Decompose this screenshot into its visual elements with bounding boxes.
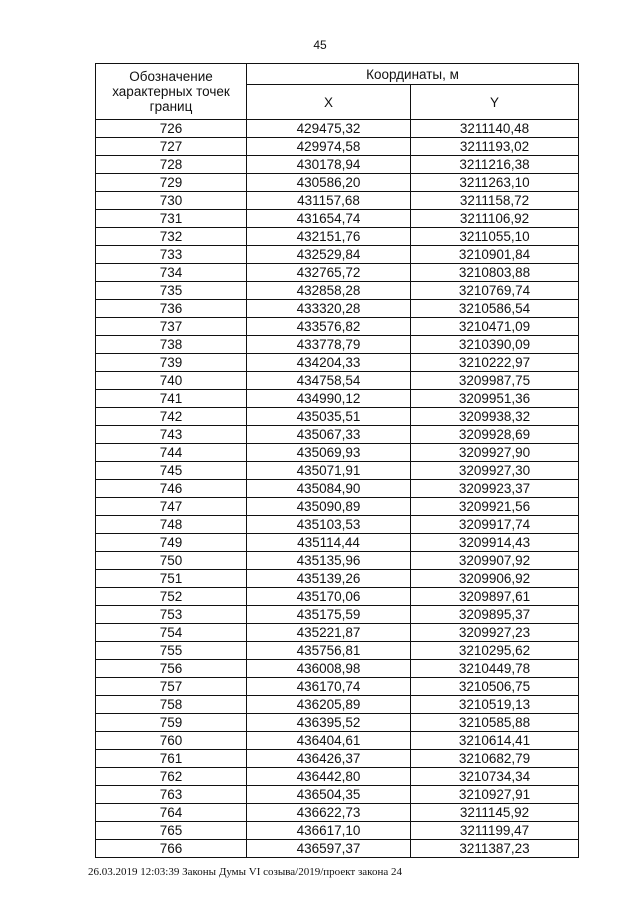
table-row bbox=[96, 480, 579, 498]
table-header bbox=[96, 64, 579, 120]
y-coordinate-cell: 3209906,92 bbox=[411, 570, 579, 588]
x-coordinate-cell: 436617,10 bbox=[247, 822, 411, 840]
point-id-cell: 741 bbox=[96, 390, 247, 408]
x-coordinate-cell: 435090,89 bbox=[247, 498, 411, 516]
x-coordinate-cell: 435069,93 bbox=[247, 444, 411, 462]
point-id-cell: 730 bbox=[96, 192, 247, 210]
table-row bbox=[96, 768, 579, 786]
point-id-cell: 728 bbox=[96, 156, 247, 174]
y-coordinate-cell: 3211140,48 bbox=[411, 120, 579, 138]
point-id-cell: 742 bbox=[96, 408, 247, 426]
table-row bbox=[96, 426, 579, 444]
y-coordinate-cell: 3210506,75 bbox=[411, 678, 579, 696]
table-row bbox=[96, 678, 579, 696]
y-coordinate-cell: 3211216,38 bbox=[411, 156, 579, 174]
point-id-cell: 746 bbox=[96, 480, 247, 498]
x-coordinate-cell: 436170,74 bbox=[247, 678, 411, 696]
y-coordinate-cell: 3210471,09 bbox=[411, 318, 579, 336]
table-row bbox=[96, 660, 579, 678]
table-row bbox=[96, 246, 579, 264]
y-coordinate-cell: 3211263,10 bbox=[411, 174, 579, 192]
y-coordinate-cell: 3210519,13 bbox=[411, 696, 579, 714]
x-coordinate-cell: 435114,44 bbox=[247, 534, 411, 552]
point-id-cell: 744 bbox=[96, 444, 247, 462]
point-id-cell: 732 bbox=[96, 228, 247, 246]
x-coordinate-cell: 433778,79 bbox=[247, 336, 411, 354]
x-coordinate-cell: 432858,28 bbox=[247, 282, 411, 300]
table-row bbox=[96, 606, 579, 624]
footer-stamp: 26.03.2019 12:03:39 Законы Думы VI созыва/2019/проект закона 24 bbox=[88, 866, 402, 878]
table-row bbox=[96, 372, 579, 390]
y-coordinate-cell: 3210614,41 bbox=[411, 732, 579, 750]
x-coordinate-cell: 434990,12 bbox=[247, 390, 411, 408]
x-coordinate-cell: 436205,89 bbox=[247, 696, 411, 714]
x-coordinate-cell: 430178,94 bbox=[247, 156, 411, 174]
table-body bbox=[96, 120, 579, 858]
point-id-cell: 752 bbox=[96, 588, 247, 606]
y-coordinate-cell: 3210734,34 bbox=[411, 768, 579, 786]
x-coordinate-cell: 432529,84 bbox=[247, 246, 411, 264]
point-id-cell: 727 bbox=[96, 138, 247, 156]
y-coordinate-cell: 3211106,92 bbox=[411, 210, 579, 228]
y-coordinate-cell: 3211145,92 bbox=[411, 804, 579, 822]
x-coordinate-cell: 435084,90 bbox=[247, 480, 411, 498]
table-row bbox=[96, 120, 579, 138]
point-id-cell: 736 bbox=[96, 300, 247, 318]
table-row bbox=[96, 354, 579, 372]
table-row bbox=[96, 732, 579, 750]
x-coordinate-cell: 432151,76 bbox=[247, 228, 411, 246]
table-row bbox=[96, 462, 579, 480]
page-number: 45 bbox=[313, 38, 327, 52]
x-coordinate-cell: 435175,59 bbox=[247, 606, 411, 624]
table-row bbox=[96, 174, 579, 192]
y-coordinate-cell: 3209921,56 bbox=[411, 498, 579, 516]
point-id-cell: 745 bbox=[96, 462, 247, 480]
table-row bbox=[96, 264, 579, 282]
x-coordinate-cell: 433320,28 bbox=[247, 300, 411, 318]
header-coordinates: Координаты, м bbox=[247, 64, 579, 85]
point-id-cell: 739 bbox=[96, 354, 247, 372]
y-coordinate-cell: 3209927,23 bbox=[411, 624, 579, 642]
x-coordinate-cell: 435103,53 bbox=[247, 516, 411, 534]
y-coordinate-cell: 3209938,32 bbox=[411, 408, 579, 426]
table-row bbox=[96, 498, 579, 516]
point-id-cell: 738 bbox=[96, 336, 247, 354]
point-id-cell: 749 bbox=[96, 534, 247, 552]
y-coordinate-cell: 3209928,69 bbox=[411, 426, 579, 444]
table-row bbox=[96, 570, 579, 588]
table-row bbox=[96, 138, 579, 156]
y-coordinate-cell: 3209927,30 bbox=[411, 462, 579, 480]
point-id-cell: 756 bbox=[96, 660, 247, 678]
x-coordinate-cell: 436597,37 bbox=[247, 840, 411, 858]
y-coordinate-cell: 3210295,62 bbox=[411, 642, 579, 660]
y-coordinate-cell: 3210449,78 bbox=[411, 660, 579, 678]
x-coordinate-cell: 431654,74 bbox=[247, 210, 411, 228]
table-row bbox=[96, 804, 579, 822]
x-coordinate-cell: 436504,35 bbox=[247, 786, 411, 804]
x-coordinate-cell: 431157,68 bbox=[247, 192, 411, 210]
x-coordinate-cell: 433576,82 bbox=[247, 318, 411, 336]
x-coordinate-cell: 435035,51 bbox=[247, 408, 411, 426]
table-row bbox=[96, 408, 579, 426]
table-row bbox=[96, 444, 579, 462]
table-row bbox=[96, 750, 579, 768]
point-id-cell: 762 bbox=[96, 768, 247, 786]
table-row bbox=[96, 300, 579, 318]
x-coordinate-cell: 435139,26 bbox=[247, 570, 411, 588]
x-coordinate-cell: 436395,52 bbox=[247, 714, 411, 732]
table-row bbox=[96, 336, 579, 354]
y-coordinate-cell: 3209907,92 bbox=[411, 552, 579, 570]
x-coordinate-cell: 430586,20 bbox=[247, 174, 411, 192]
table-row bbox=[96, 624, 579, 642]
x-coordinate-cell: 436426,37 bbox=[247, 750, 411, 768]
point-id-cell: 754 bbox=[96, 624, 247, 642]
point-id-cell: 734 bbox=[96, 264, 247, 282]
y-coordinate-cell: 3210390,09 bbox=[411, 336, 579, 354]
point-id-cell: 737 bbox=[96, 318, 247, 336]
x-coordinate-cell: 432765,72 bbox=[247, 264, 411, 282]
point-id-cell: 748 bbox=[96, 516, 247, 534]
x-coordinate-cell: 436622,73 bbox=[247, 804, 411, 822]
point-id-cell: 757 bbox=[96, 678, 247, 696]
point-id-cell: 733 bbox=[96, 246, 247, 264]
x-coordinate-cell: 436008,98 bbox=[247, 660, 411, 678]
point-id-cell: 726 bbox=[96, 120, 247, 138]
point-id-cell: 766 bbox=[96, 840, 247, 858]
y-coordinate-cell: 3209927,90 bbox=[411, 444, 579, 462]
point-id-cell: 751 bbox=[96, 570, 247, 588]
y-coordinate-cell: 3211193,02 bbox=[411, 138, 579, 156]
x-coordinate-cell: 429475,32 bbox=[247, 120, 411, 138]
x-coordinate-cell: 435170,06 bbox=[247, 588, 411, 606]
table-row bbox=[96, 210, 579, 228]
x-coordinate-cell: 436404,61 bbox=[247, 732, 411, 750]
x-coordinate-cell: 429974,58 bbox=[247, 138, 411, 156]
y-coordinate-cell: 3210586,54 bbox=[411, 300, 579, 318]
point-id-cell: 764 bbox=[96, 804, 247, 822]
table-row bbox=[96, 228, 579, 246]
point-id-cell: 729 bbox=[96, 174, 247, 192]
table-row bbox=[96, 696, 579, 714]
point-id-cell: 735 bbox=[96, 282, 247, 300]
table-row bbox=[96, 534, 579, 552]
y-coordinate-cell: 3209914,43 bbox=[411, 534, 579, 552]
header-x: X bbox=[247, 85, 411, 120]
table-row bbox=[96, 840, 579, 858]
y-coordinate-cell: 3211387,23 bbox=[411, 840, 579, 858]
table-row bbox=[96, 318, 579, 336]
x-coordinate-cell: 435135,96 bbox=[247, 552, 411, 570]
point-id-cell: 761 bbox=[96, 750, 247, 768]
x-coordinate-cell: 435067,33 bbox=[247, 426, 411, 444]
point-id-cell: 750 bbox=[96, 552, 247, 570]
point-id-cell: 765 bbox=[96, 822, 247, 840]
table-row bbox=[96, 588, 579, 606]
point-id-cell: 740 bbox=[96, 372, 247, 390]
table-row bbox=[96, 786, 579, 804]
y-coordinate-cell: 3210901,84 bbox=[411, 246, 579, 264]
y-coordinate-cell: 3211055,10 bbox=[411, 228, 579, 246]
point-id-cell: 747 bbox=[96, 498, 247, 516]
y-coordinate-cell: 3211158,72 bbox=[411, 192, 579, 210]
y-coordinate-cell: 3210769,74 bbox=[411, 282, 579, 300]
x-coordinate-cell: 435071,91 bbox=[247, 462, 411, 480]
header-designation: Обозначение характерных точек границ bbox=[96, 64, 247, 120]
point-id-cell: 759 bbox=[96, 714, 247, 732]
point-id-cell: 760 bbox=[96, 732, 247, 750]
x-coordinate-cell: 435756,81 bbox=[247, 642, 411, 660]
table-row bbox=[96, 156, 579, 174]
x-coordinate-cell: 435221,87 bbox=[247, 624, 411, 642]
table-row bbox=[96, 714, 579, 732]
x-coordinate-cell: 436442,80 bbox=[247, 768, 411, 786]
table-row bbox=[96, 642, 579, 660]
point-id-cell: 755 bbox=[96, 642, 247, 660]
table-row bbox=[96, 390, 579, 408]
table-row bbox=[96, 552, 579, 570]
y-coordinate-cell: 3210585,88 bbox=[411, 714, 579, 732]
y-coordinate-cell: 3209917,74 bbox=[411, 516, 579, 534]
header-y: Y bbox=[411, 85, 579, 120]
y-coordinate-cell: 3211199,47 bbox=[411, 822, 579, 840]
table-row bbox=[96, 516, 579, 534]
point-id-cell: 753 bbox=[96, 606, 247, 624]
y-coordinate-cell: 3209897,61 bbox=[411, 588, 579, 606]
y-coordinate-cell: 3209987,75 bbox=[411, 372, 579, 390]
y-coordinate-cell: 3210682,79 bbox=[411, 750, 579, 768]
x-coordinate-cell: 434204,33 bbox=[247, 354, 411, 372]
y-coordinate-cell: 3210803,88 bbox=[411, 264, 579, 282]
point-id-cell: 758 bbox=[96, 696, 247, 714]
point-id-cell: 731 bbox=[96, 210, 247, 228]
table-row bbox=[96, 282, 579, 300]
coordinates-table bbox=[95, 63, 579, 858]
table-row bbox=[96, 192, 579, 210]
y-coordinate-cell: 3210927,91 bbox=[411, 786, 579, 804]
y-coordinate-cell: 3209951,36 bbox=[411, 390, 579, 408]
y-coordinate-cell: 3209923,37 bbox=[411, 480, 579, 498]
x-coordinate-cell: 434758,54 bbox=[247, 372, 411, 390]
point-id-cell: 743 bbox=[96, 426, 247, 444]
y-coordinate-cell: 3210222,97 bbox=[411, 354, 579, 372]
table-row bbox=[96, 822, 579, 840]
point-id-cell: 763 bbox=[96, 786, 247, 804]
y-coordinate-cell: 3209895,37 bbox=[411, 606, 579, 624]
